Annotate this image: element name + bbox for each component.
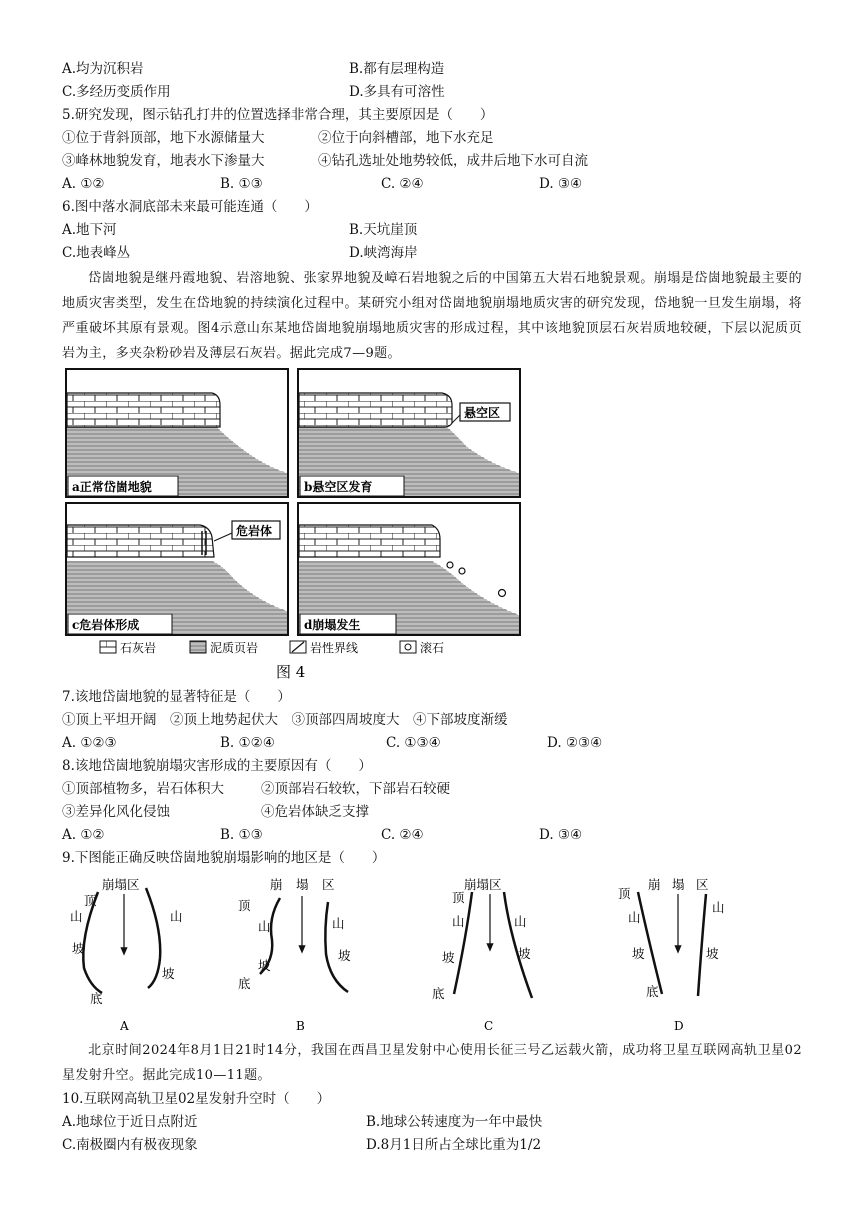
label-collapse-area: 崩塌区	[102, 877, 140, 892]
q7-option-b: B. ①②④	[220, 735, 275, 751]
label-xuankongqu: 悬空区	[464, 406, 501, 420]
passage-satellite	[62, 1038, 802, 1088]
q5-option-a: A. ①②	[62, 176, 105, 192]
rolling-stone-icon	[499, 590, 506, 597]
panel-b	[298, 369, 520, 497]
label-shan: 山	[452, 914, 465, 929]
legend-boundary: 岩性界线	[310, 641, 359, 655]
rolling-stone-icon	[459, 568, 465, 574]
label-collapse-area: 崩塌区	[464, 877, 502, 892]
label-beng: 崩	[648, 877, 661, 892]
q5-statement-1: ①位于背斜顶部，地下水源储量大	[62, 130, 265, 146]
label-ding: 顶	[84, 893, 97, 908]
panel-a	[66, 369, 288, 497]
q5-option-c: C. ②④	[381, 176, 424, 192]
q8-option-c: C. ②④	[381, 827, 424, 843]
limestone-swatch	[100, 641, 116, 653]
panel-c-label: c危岩体形成	[72, 618, 140, 632]
q4-option-c: C.多经历变质作用	[62, 84, 171, 100]
q10-option-b: B.地球公转速度为一年中最快	[366, 1114, 543, 1130]
label-qu: 区	[696, 877, 709, 892]
label-shan: 山	[170, 909, 183, 924]
label-po: 坡	[706, 946, 719, 961]
q9-stem: 9.下图能正确反映岱崮地貌崩塌影响的地区是（ ）	[62, 850, 386, 866]
diagram-a-label: A	[120, 1019, 129, 1033]
q7-stem: 7.该地岱崮地貌的显著特征是（ ）	[62, 689, 291, 705]
q6-option-c: C.地表峰丛	[62, 245, 131, 261]
q8-statement-1: ①顶部植物多，岩石体积大	[62, 781, 224, 797]
panel-d	[298, 503, 520, 635]
rolling-stone-icon	[447, 562, 453, 568]
q7-option-d: D. ②③④	[547, 735, 603, 751]
panel-c	[66, 503, 288, 635]
q7-option-a: A. ①②③	[62, 735, 117, 751]
label-po: 坡	[162, 966, 175, 981]
q8-option-d: D. ③④	[539, 827, 583, 843]
label-po: 坡	[72, 941, 85, 956]
label-shan: 山	[514, 914, 527, 929]
label-ding: 顶	[618, 886, 631, 901]
q8-option-a: A. ①②	[62, 827, 105, 843]
label-ding: 顶	[238, 898, 251, 913]
q6-option-a: A.地下河	[62, 222, 117, 238]
q6-stem: 6.图中落水洞底部未来最可能连通（ ）	[62, 199, 318, 215]
label-di: 底	[432, 986, 445, 1001]
label-di: 底	[238, 976, 251, 991]
q10-stem: 10.互联网高轨卫星02星发射升空时（ ）	[62, 1091, 331, 1107]
legend-limestone: 石灰岩	[120, 641, 157, 655]
label-po: 坡	[258, 958, 271, 973]
diagram-a	[70, 877, 183, 1033]
passage-daigu-text: 岱崮地貌是继丹霞地貌、岩溶地貌、张家界地貌及嶂石岩地貌之后的中国第五大岩石地貌景观。崩塌是岱崮地貌最主要的地质灾害类型，发生在岱地貌的持续演化过程中。某研究小组对岱崮地貌崩塌地质灾害的研究发现，岱地貌一旦发生崩塌，将严重破坏其原有景观。图4示意山东某地岱崮地貌崩塌地质灾害的形成过程，其中该地貌顶层石灰岩质地较硬，下层以泥质页岩为主，多夹杂粉砂岩及薄层石灰岩。据此完成7—9题。	[62, 271, 802, 361]
label-po: 坡	[442, 950, 455, 965]
figure-4-diagram	[62, 365, 532, 685]
label-po: 坡	[518, 946, 531, 961]
diagram-c	[432, 877, 532, 1033]
q8-statement-2: ②顶部岩石较软，下部岩石较硬	[261, 781, 450, 797]
q8-statement-4: ④危岩体缺乏支撑	[261, 804, 369, 820]
q5-option-d: D. ③④	[539, 176, 583, 192]
passage-satellite-text: 北京时间2024年8月1日21时14分，我国在西昌卫星发射中心使用长征三号乙运载火箭，成功将卫星互联网高轨卫星02星发射升空。据此完成10—11题。	[62, 1043, 802, 1083]
label-po: 坡	[632, 946, 645, 961]
label-di: 底	[646, 984, 659, 999]
label-shan: 山	[628, 910, 641, 925]
q8-statement-3: ③差异化风化侵蚀	[62, 804, 170, 820]
q5-option-b: B. ①③	[220, 176, 263, 192]
diagram-c-label: C	[484, 1019, 494, 1033]
q4-option-a: A.均为沉积岩	[62, 61, 144, 77]
q5-statement-4: ④钻孔选址处地势较低，成井后地下水可自流	[318, 153, 588, 169]
diagram-d	[618, 877, 725, 1033]
label-shan: 山	[712, 900, 725, 915]
diagram-d-label: D	[674, 1019, 684, 1033]
label-weiyanti: 危岩体	[236, 524, 273, 538]
figure-q9-diagrams	[62, 868, 762, 1038]
q8-stem: 8.该地岱崮地貌崩塌灾害形成的主要原因有（ ）	[62, 758, 372, 774]
shale-swatch	[190, 641, 206, 653]
q4-option-b: B.都有层理构造	[349, 61, 445, 77]
panel-a-label: a正常岱崮地貌	[72, 480, 152, 494]
legend-rolling-stone: 滚石	[420, 641, 445, 655]
q5-statement-2: ②位于向斜槽部，地下水充足	[318, 130, 494, 146]
diagram-b-label: B	[296, 1019, 305, 1033]
label-shan: 山	[70, 909, 83, 924]
q4-option-d: D.多具有可溶性	[349, 84, 445, 100]
q10-option-c: C.南极圈内有极夜现象	[62, 1137, 198, 1153]
q7-statements: ①顶上平坦开阔 ②顶上地势起伏大 ③顶部四周坡度大 ④下部坡度渐缓	[62, 712, 508, 728]
label-di: 底	[90, 991, 103, 1006]
legend-shale: 泥质页岩	[210, 641, 259, 655]
passage-daigu	[62, 266, 802, 366]
q8-option-b: B. ①③	[220, 827, 263, 843]
label-ding: 顶	[452, 890, 465, 905]
label-qu: 区	[322, 877, 335, 892]
label-shan: 山	[258, 919, 271, 934]
panel-b-label: b悬空区发育	[304, 480, 373, 494]
diagram-b	[238, 877, 351, 1033]
q7-option-c: C. ①③④	[386, 735, 441, 751]
label-shan: 山	[332, 916, 345, 931]
q5-stem: 5.研究发现，图示钻孔打井的位置选择非常合理，其主要原因是（ ）	[62, 107, 494, 123]
q5-statement-3: ③峰林地貌发育，地表水下渗量大	[62, 153, 265, 169]
panel-d-label: d崩塌发生	[304, 618, 361, 632]
q6-option-b: B.天坑崖顶	[349, 222, 418, 238]
figure-4-caption: 图 4	[276, 663, 306, 681]
figure-4-legend	[100, 640, 444, 655]
label-po: 坡	[338, 948, 351, 963]
label-ta: 塌	[296, 877, 309, 892]
q6-option-d: D.峡湾海岸	[349, 245, 418, 261]
q10-option-a: A.地球位于近日点附近	[62, 1114, 198, 1130]
label-beng: 崩	[270, 877, 283, 892]
label-ta: 塌	[672, 877, 685, 892]
q10-option-d: D.8月1日所占全球比重为1/2	[366, 1137, 542, 1153]
